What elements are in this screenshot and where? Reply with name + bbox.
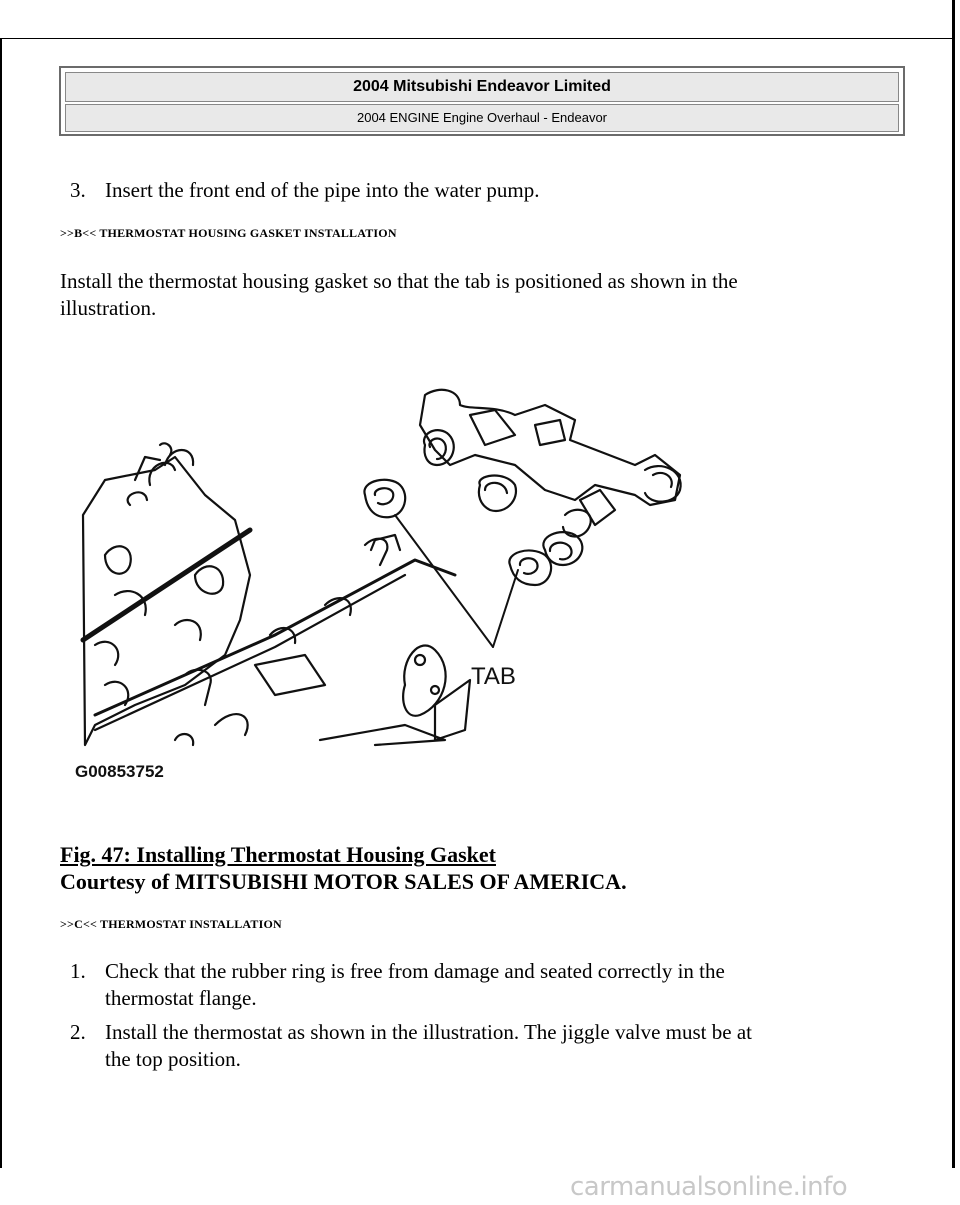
step-text-line2: the top position. <box>105 1047 241 1071</box>
engine-block-drawing <box>83 443 470 745</box>
gasket-illustration <box>75 385 715 785</box>
figure-code: G00853752 <box>75 762 164 781</box>
section-heading-c: >>C<< THERMOSTAT INSTALLATION <box>60 917 282 931</box>
step-text-line1: Check that the rubber ring is free from damage and seated correctly in the <box>105 959 725 983</box>
section-b-paragraph-line2: illustration. <box>60 296 157 320</box>
page-border-top <box>0 38 955 39</box>
page-border-right <box>952 0 955 1168</box>
document-header <box>59 66 905 136</box>
document-subtitle: 2004 ENGINE Engine Overhaul - Endeavor <box>65 104 899 132</box>
step-text-line2: thermostat flange. <box>105 986 257 1010</box>
thermostat-housing-drawing <box>364 390 680 647</box>
step-text: Insert the front end of the pipe into the water pump. <box>105 178 540 202</box>
figure-courtesy: Courtesy of MITSUBISHI MOTOR SALES OF AMERICA. <box>60 869 627 894</box>
page-border-left <box>0 38 2 1168</box>
section-heading-b: >>B<< THERMOSTAT HOUSING GASKET INSTALLATION <box>60 226 397 240</box>
step-number: 2. <box>70 1020 86 1044</box>
site-watermark: carmanualsonline.info <box>570 1172 848 1202</box>
step-number: 1. <box>70 959 86 983</box>
step-text-line1: Install the thermostat as shown in the illustration. The jiggle valve must be at <box>105 1020 752 1044</box>
figure-caption: Fig. 47: Installing Thermostat Housing Gasket <box>60 842 496 867</box>
tab-callout-label: TAB <box>471 663 516 690</box>
section-b-paragraph-line1: Install the thermostat housing gasket so that the tab is positioned as shown in the <box>60 269 738 293</box>
document-title: 2004 Mitsubishi Endeavor Limited <box>65 72 899 102</box>
step-number: 3. <box>70 178 86 202</box>
